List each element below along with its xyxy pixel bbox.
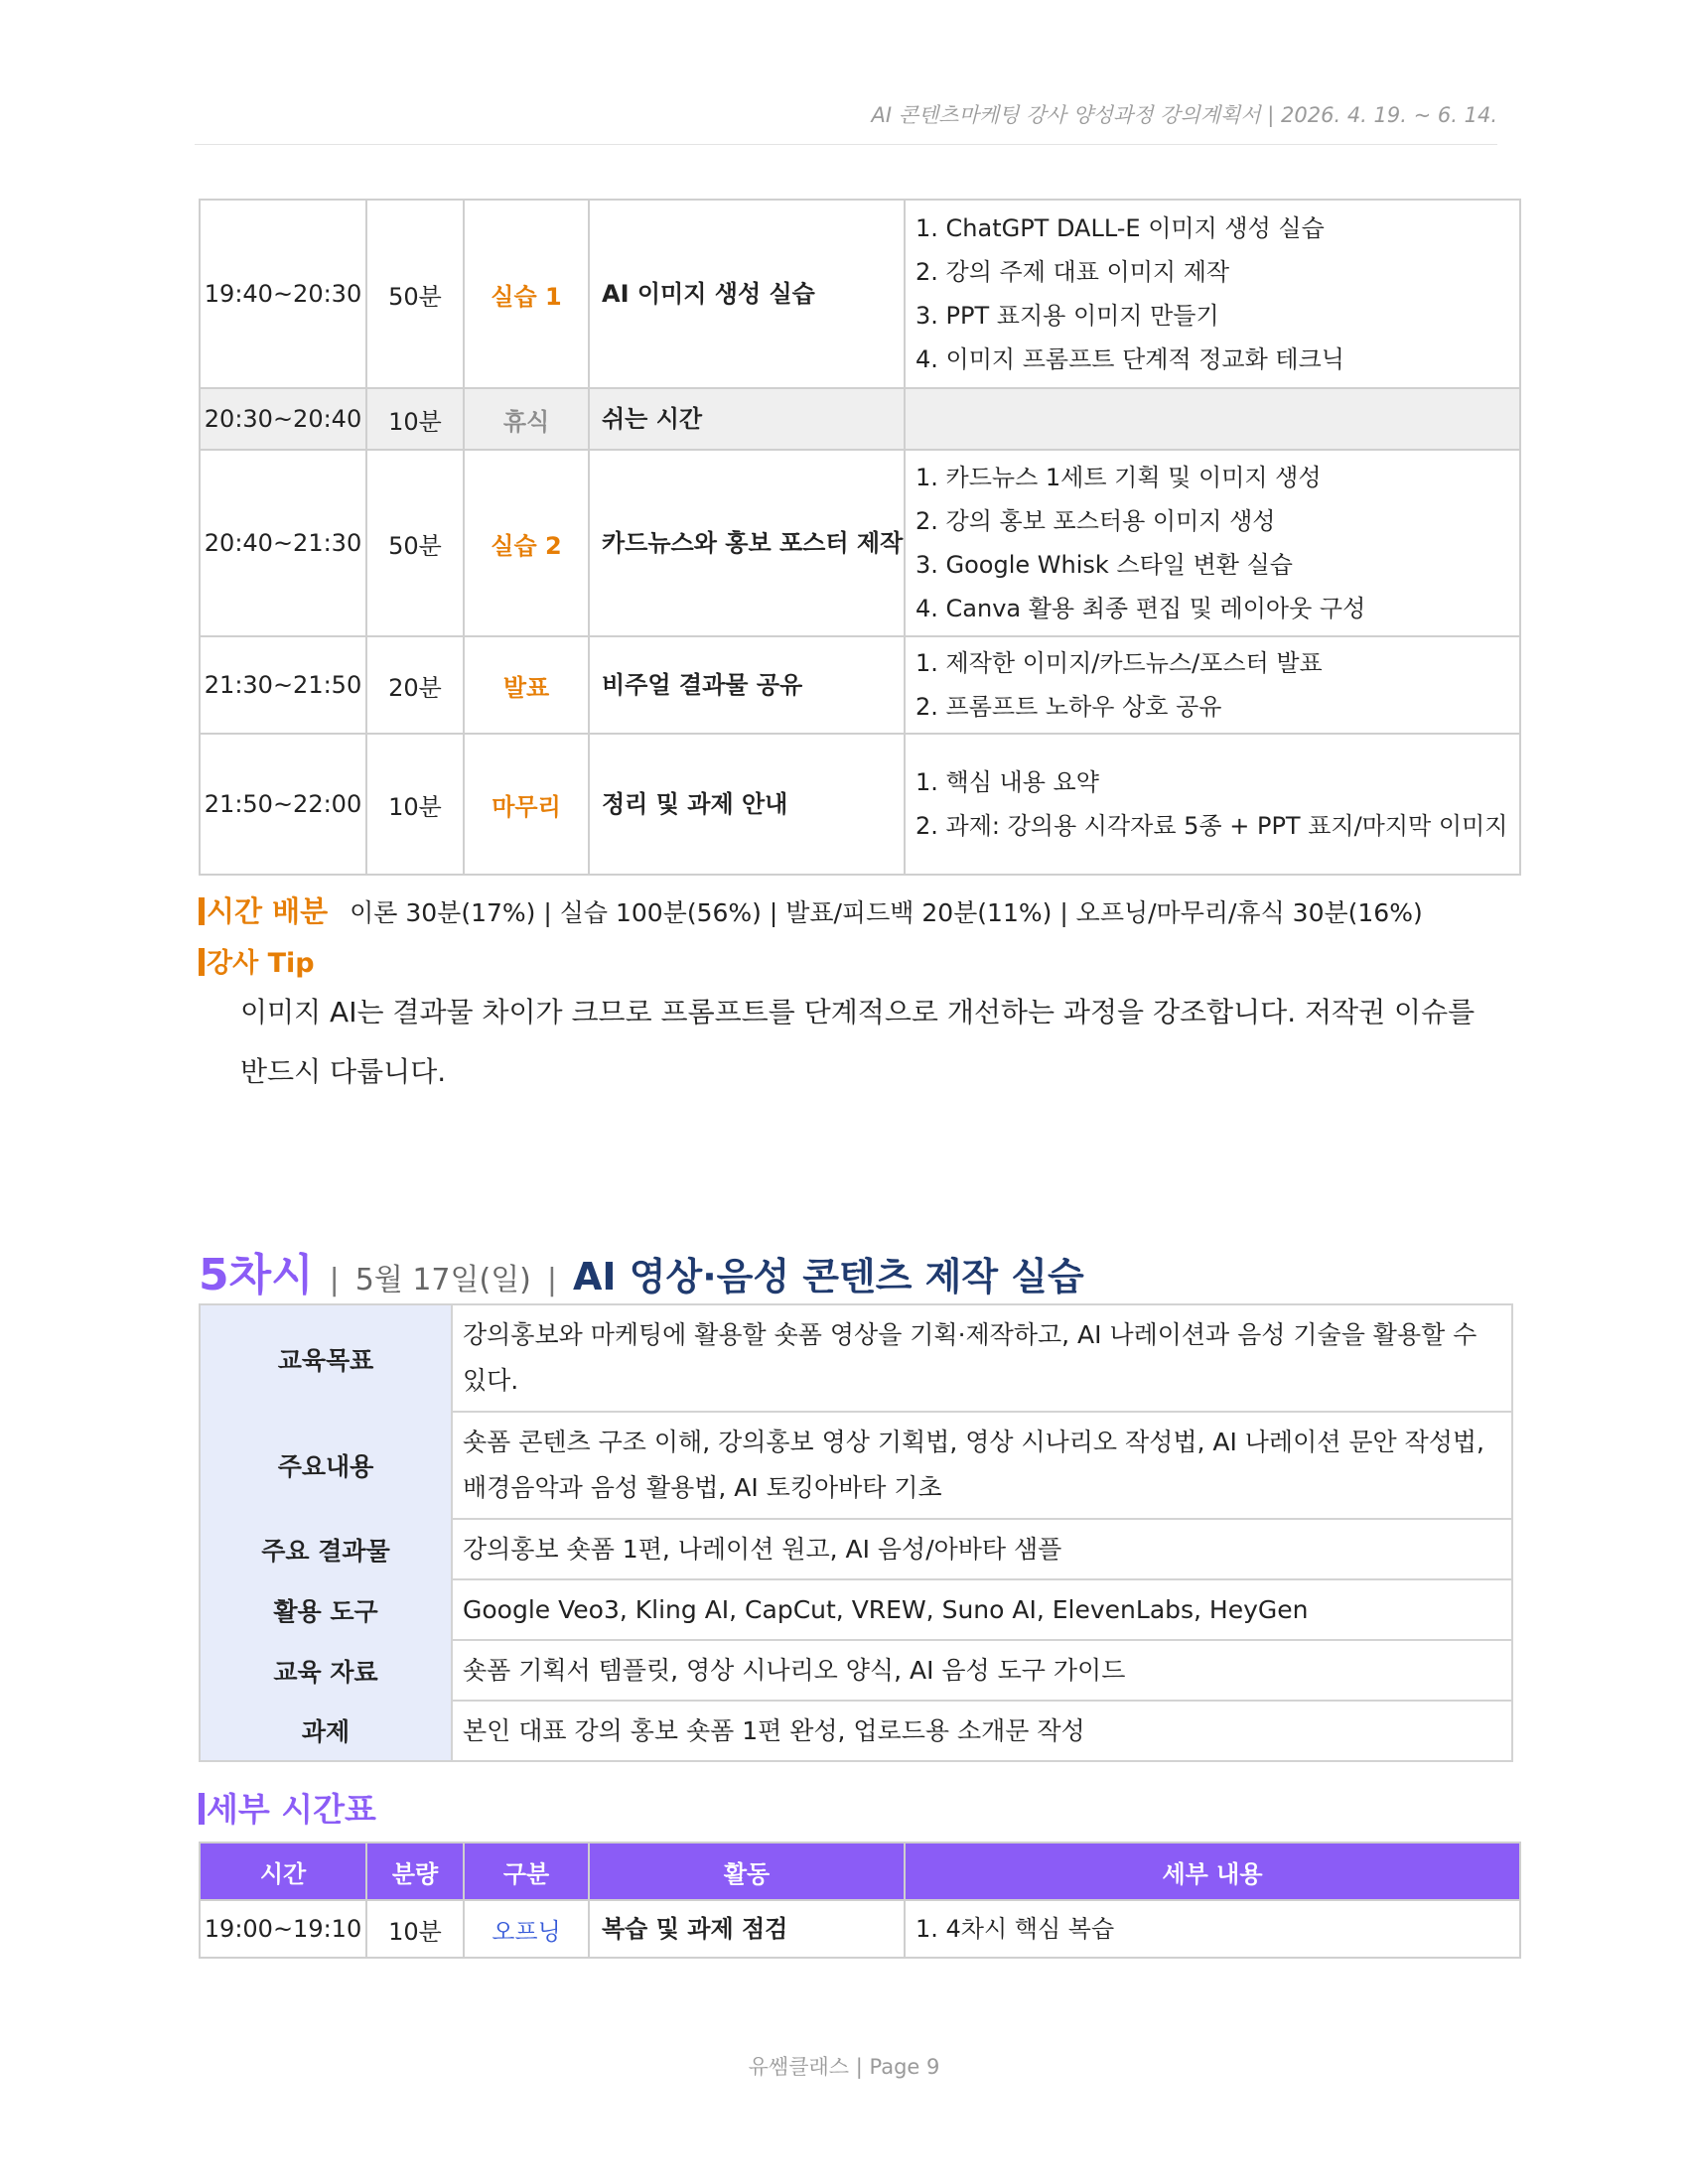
details-cell <box>905 734 1520 875</box>
schedule-table-continued <box>199 199 1521 876</box>
column-header: 활동 <box>589 1843 905 1900</box>
detail-line: 2. 프롬프트 노하우 상호 공유 <box>915 693 1222 721</box>
time-cell: 20:40~21:30 <box>200 450 366 636</box>
detail-line: 2. 강의 홍보 포스터용 이미지 생성 <box>915 507 1276 535</box>
detail-line: 1. ChatGPT DALL-E 이미지 생성 실습 <box>915 214 1325 242</box>
detail-line: 3. Google Whisk 스타일 변환 실습 <box>915 551 1293 579</box>
detail-line: 1. 제작한 이미지/카드뉴스/포스터 발표 <box>915 649 1323 677</box>
tip-label: 강사 Tip <box>207 948 315 979</box>
activity-cell: AI 이미지 생성 실습 <box>589 200 905 388</box>
separator: | <box>329 1263 340 1297</box>
table-row <box>200 1900 1520 1958</box>
info-label: 주요 결과물 <box>200 1519 452 1579</box>
time-cell: 21:30~21:50 <box>200 636 366 734</box>
table-row <box>200 388 1520 450</box>
table-header-row <box>200 1843 1520 1900</box>
session-heading <box>199 1239 1084 1302</box>
time-cell: 19:40~20:30 <box>200 200 366 388</box>
activity-cell: 비주얼 결과물 공유 <box>589 636 905 734</box>
info-row <box>200 1640 1512 1701</box>
detail-line: 1. 카드뉴스 1세트 기획 및 이미지 생성 <box>915 464 1322 491</box>
info-label: 교육목표 <box>200 1304 452 1412</box>
duration-cell: 10분 <box>366 734 464 875</box>
info-label: 주요내용 <box>200 1412 452 1519</box>
details-cell <box>905 636 1520 734</box>
duration-cell: 10분 <box>366 1900 464 1958</box>
info-value: 숏폼 기획서 템플릿, 영상 시나리오 양식, AI 음성 도구 가이드 <box>452 1640 1512 1701</box>
table-row <box>200 450 1520 636</box>
kind-cell: 오프닝 <box>464 1900 589 1958</box>
time-cell: 20:30~20:40 <box>200 388 366 450</box>
session-title: AI 영상·음성 콘텐츠 제작 실습 <box>573 1255 1084 1298</box>
info-value: 숏폼 콘텐츠 구조 이해, 강의홍보 영상 기획법, 영상 시나리오 작성법, AI 나레이션 문안 작성법, 배경음악과 음성 활용법, AI 토킹아바타 기초 <box>452 1412 1512 1519</box>
info-row <box>200 1519 1512 1579</box>
session-number: 5차시 <box>199 1250 314 1300</box>
duration-cell: 20분 <box>366 636 464 734</box>
info-value: Google Veo3, Kling AI, CapCut, VREW, Suno AI, ElevenLabs, HeyGen <box>452 1579 1512 1640</box>
info-row <box>200 1412 1512 1519</box>
detail-line: 1. 4차시 핵심 복습 <box>915 1915 1115 1943</box>
detail-schedule-heading <box>199 1784 376 1831</box>
kind-cell: 실습 1 <box>464 200 589 388</box>
detail-schedule-title: 세부 시간표 <box>207 1790 376 1829</box>
info-value: 강의홍보와 마케팅에 활용할 숏폼 영상을 기획·제작하고, AI 나레이션과 음성 기술을 활용할 수 있다. <box>452 1304 1512 1412</box>
info-row <box>200 1701 1512 1761</box>
details-cell <box>905 388 1520 450</box>
time-cell: 19:00~19:10 <box>200 1900 366 1958</box>
detail-line: 1. 핵심 내용 요약 <box>915 768 1099 796</box>
detail-line: 2. 강의 주제 대표 이미지 제작 <box>915 258 1230 286</box>
details-cell <box>905 200 1520 388</box>
detail-line: 3. PPT 표지용 이미지 만들기 <box>915 302 1219 330</box>
table-row <box>200 200 1520 388</box>
info-value: 본인 대표 강의 홍보 숏폼 1편 완성, 업로드용 소개문 작성 <box>452 1701 1512 1761</box>
activity-cell: 정리 및 과제 안내 <box>589 734 905 875</box>
time-cell: 21:50~22:00 <box>200 734 366 875</box>
info-value: 강의홍보 숏폼 1편, 나레이션 원고, AI 음성/아바타 샘플 <box>452 1519 1512 1579</box>
details-cell <box>905 450 1520 636</box>
detail-line: 4. Canva 활용 최종 편집 및 레이아웃 구성 <box>915 595 1366 622</box>
session-info-table <box>199 1303 1513 1762</box>
info-row <box>200 1579 1512 1640</box>
detail-line: 4. 이미지 프롬프트 단계적 정교화 테크닉 <box>915 345 1344 373</box>
page-header: AI 콘텐츠마케팅 강사 양성과정 강의계획서 | 2026. 4. 19. ~ 6. 14. <box>871 103 1497 127</box>
page-footer: 유쌤클래스 | Page 9 <box>748 2055 940 2079</box>
column-header: 분량 <box>366 1843 464 1900</box>
detail-schedule-table <box>199 1842 1521 1959</box>
accent-bar <box>199 1793 205 1825</box>
activity-cell: 카드뉴스와 홍보 포스터 제작 <box>589 450 905 636</box>
column-header: 구분 <box>464 1843 589 1900</box>
details-cell <box>905 1900 1520 1958</box>
table-row <box>200 636 1520 734</box>
kind-cell: 발표 <box>464 636 589 734</box>
kind-cell: 마무리 <box>464 734 589 875</box>
time-allocation-note <box>199 889 1423 930</box>
session-date: 5월 17일(일) <box>354 1263 531 1297</box>
accent-bar <box>199 948 205 976</box>
tip-heading <box>199 941 315 980</box>
detail-line: 2. 과제: 강의용 시각자료 5종 + PPT 표지/마지막 이미지 <box>915 812 1508 840</box>
info-label: 교육 자료 <box>200 1640 452 1701</box>
info-label: 활용 도구 <box>200 1579 452 1640</box>
duration-cell: 10분 <box>366 388 464 450</box>
activity-cell: 복습 및 과제 점검 <box>589 1900 905 1958</box>
kind-cell: 휴식 <box>464 388 589 450</box>
activity-cell: 쉬는 시간 <box>589 388 905 450</box>
info-label: 과제 <box>200 1701 452 1761</box>
separator: | <box>546 1263 557 1297</box>
header-divider <box>195 144 1497 145</box>
tip-text: 이미지 AI는 결과물 차이가 크므로 프롬프트를 단계적으로 개선하는 과정을 강조합니다. 저작권 이슈를 반드시 다룹니다. <box>240 996 1476 1088</box>
time-allocation-text: 이론 30분(17%) | 실습 100분(56%) | 발표/피드백 20분(11%) | 오프닝/마무리/휴식 30분(16%) <box>350 898 1423 927</box>
column-header: 세부 내용 <box>905 1843 1520 1900</box>
time-allocation-label: 시간 배분 <box>207 894 329 928</box>
column-header: 시간 <box>200 1843 366 1900</box>
duration-cell: 50분 <box>366 450 464 636</box>
kind-cell: 실습 2 <box>464 450 589 636</box>
info-row <box>200 1304 1512 1412</box>
accent-bar <box>199 897 205 925</box>
duration-cell: 50분 <box>366 200 464 388</box>
table-row <box>200 734 1520 875</box>
